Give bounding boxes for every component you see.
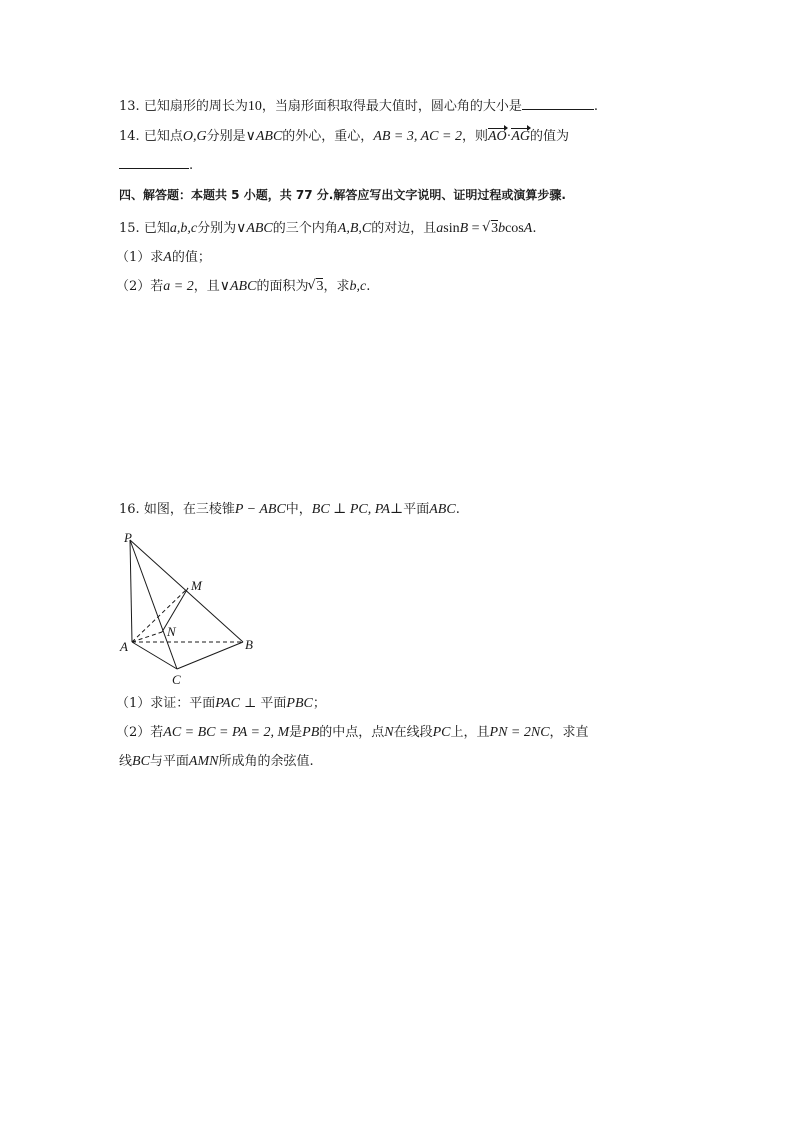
q15-p2-m1: a = 2 <box>163 279 194 294</box>
q16-p2-m4: PC <box>432 725 451 740</box>
q16-t1: 如图，在三棱锥 <box>143 502 235 517</box>
q15-p2-t1: ，且 <box>193 279 220 294</box>
q16-p2-label: （2）若 <box>116 725 164 740</box>
q13-value: 10 <box>247 99 262 114</box>
label-p: P <box>124 530 132 545</box>
q16-t2: 中， <box>285 502 312 517</box>
question-13 <box>119 96 598 116</box>
segment-an-hidden <box>132 632 162 642</box>
q15-p1-label: （1）求 <box>116 250 164 265</box>
q16-m1: P − ABC <box>234 502 286 517</box>
q16-p2-m2: PB <box>302 725 320 740</box>
q15-t2: 分别为 <box>197 221 237 236</box>
q15-t3: 的三个内角 <box>272 221 338 236</box>
question-15 <box>119 220 536 238</box>
q16-p1-t1: ⊥ 平面 <box>239 696 287 711</box>
q16-p3-m1: BC <box>132 754 150 769</box>
question-16 <box>119 501 460 519</box>
q13-number: 13. <box>119 99 140 114</box>
q16-p1-label: （1）求证：平面 <box>116 696 216 711</box>
label-a: A <box>120 639 128 654</box>
question-16-part2-line2 <box>119 753 314 771</box>
question-16-part1 <box>116 695 326 713</box>
label-b: B <box>245 637 253 652</box>
vector-ao: AO <box>487 129 507 144</box>
q16-number: 16. <box>119 502 140 517</box>
segment-am-hidden <box>132 588 188 642</box>
q16-p1-end: ； <box>312 696 326 711</box>
q15-p2-t2: 的面积为 <box>256 279 309 294</box>
q15-m4f: b <box>498 221 506 236</box>
q16-p2-t5: ，求直 <box>549 725 589 740</box>
q14-t3: 的外心，重心， <box>282 129 374 144</box>
q14-m2: ∨ABC <box>245 129 283 144</box>
q14-t5: 的值为 <box>529 129 569 144</box>
edge-pc <box>130 540 177 669</box>
section-heading: 四、解答题：本题共 5 小题，共 77 分.解答应写出文字说明、证明过程或演算步骤. <box>119 188 566 202</box>
q15-p1-var: A <box>163 250 172 265</box>
question-14-line2 <box>119 155 193 175</box>
edge-ac <box>132 642 177 669</box>
q15-m4g: cos <box>505 221 524 236</box>
q15-m1: a,b,c <box>169 221 198 236</box>
q13-answer-blank[interactable] <box>522 96 594 110</box>
q16-p2-m1: AC = BC = PA = 2, M <box>163 725 290 740</box>
q15-p2-m4: b,c <box>349 279 367 294</box>
question-15-part2 <box>116 278 370 296</box>
q14-t1: 已知点 <box>143 129 183 144</box>
q15-m4b: sin <box>443 221 460 236</box>
q16-p2-t4: 上，且 <box>450 725 490 740</box>
q14-t4: ，则 <box>461 129 488 144</box>
q16-p2-m3: N <box>384 725 394 740</box>
q15-m4h: A <box>523 221 533 236</box>
sqrt-3 <box>483 220 498 238</box>
q16-m3: ABC <box>429 502 456 517</box>
q14-m3: AB = 3, AC = 2 <box>373 129 462 144</box>
label-m: M <box>191 578 202 593</box>
edge-pa <box>130 540 132 642</box>
edge-bc <box>177 642 243 669</box>
q13-text-b: ，当扇形面积取得最大值时，圆心角的大小是 <box>261 99 522 114</box>
sqrt-3-value: 3 <box>491 221 499 236</box>
q16-end: . <box>455 502 460 517</box>
q14-number: 14. <box>119 129 140 144</box>
q15-number: 15. <box>119 221 140 236</box>
q15-m4a: a <box>436 221 444 236</box>
q15-p2-t3: ，求 <box>323 279 350 294</box>
q13-text-a: 已知扇形的周长为 <box>143 99 248 114</box>
q16-p2-t2: 的中点，点 <box>319 725 385 740</box>
q15-m4d: = <box>468 221 484 236</box>
q16-p3-m2: AMN <box>188 754 219 769</box>
q16-p1-m1: PAC <box>215 696 240 711</box>
q16-p2-m5: PN = 2NC <box>489 725 550 740</box>
q14-end: . <box>189 158 194 173</box>
q16-p2-t3: 在线段 <box>393 725 433 740</box>
q14-dot: · <box>506 129 512 144</box>
pyramid-figure <box>114 528 264 690</box>
q16-p3-t3: 所成角的余弦值. <box>218 754 314 769</box>
q14-answer-blank[interactable] <box>119 155 189 169</box>
q15-p2-m2: ∨ABC <box>219 279 257 294</box>
q15-end: . <box>532 221 537 236</box>
q16-t3: 平面 <box>403 502 430 517</box>
sqrt-3-area <box>308 278 323 296</box>
vector-ag: AG <box>511 129 530 144</box>
q15-p1-text: 的值； <box>171 250 211 265</box>
q15-p2-label: （2）若 <box>116 279 164 294</box>
q13-end: . <box>593 99 598 114</box>
q14-t2: 分别是 <box>206 129 246 144</box>
question-14 <box>119 128 569 146</box>
q15-m4c: B <box>459 221 469 236</box>
q16-p3-t2: 与平面 <box>149 754 189 769</box>
q15-p2-end: . <box>366 279 371 294</box>
question-16-part2 <box>116 724 589 742</box>
q15-m2: ∨ABC <box>236 221 273 236</box>
q15-t4: 的对边，且 <box>371 221 437 236</box>
q16-p1-m2: PBC <box>286 696 313 711</box>
sqrt-3-area-value: 3 <box>316 279 324 294</box>
q15-t1: 已知 <box>143 221 170 236</box>
q14-m1: O,G <box>182 129 207 144</box>
q15-m3: A,B,C <box>337 221 372 236</box>
q16-m2: BC ⊥ PC, PA⊥ <box>311 502 404 517</box>
label-c: C <box>172 672 181 687</box>
label-n: N <box>167 624 176 639</box>
q16-p3-t1: 线 <box>119 754 133 769</box>
q16-p2-t1: 是 <box>289 725 303 740</box>
question-15-part1 <box>116 249 211 267</box>
